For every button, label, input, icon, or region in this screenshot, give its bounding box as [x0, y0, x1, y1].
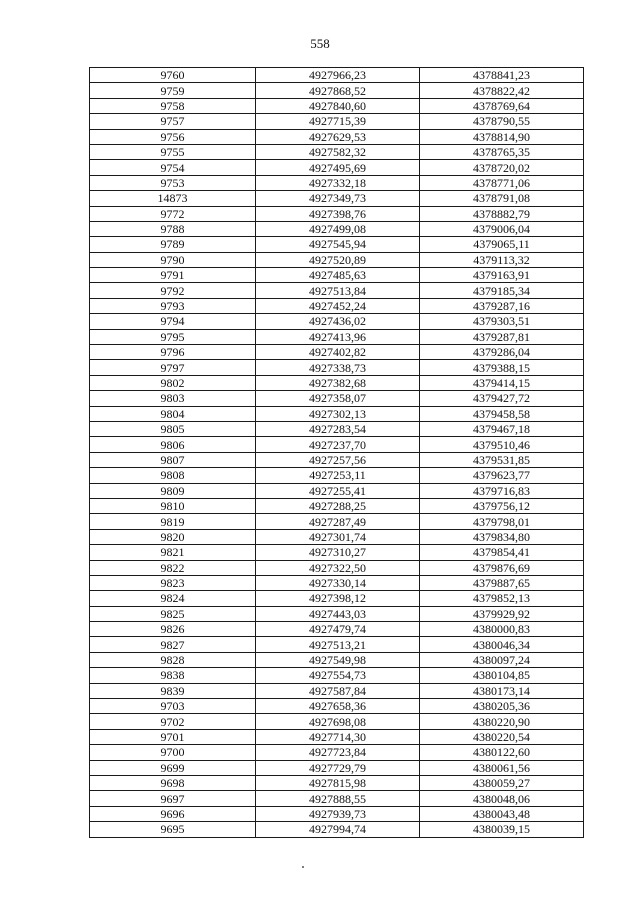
y-coordinate-cell: 4379531,85 [420, 452, 584, 467]
y-coordinate-cell: 4378814,90 [420, 129, 584, 144]
point-number-cell: 9753 [90, 175, 256, 190]
y-coordinate-cell: 4379716,83 [420, 483, 584, 498]
point-number-cell: 9838 [90, 668, 256, 683]
y-coordinate-cell: 4379623,77 [420, 468, 584, 483]
point-number-cell: 9807 [90, 452, 256, 467]
x-coordinate-cell: 4927398,12 [256, 591, 420, 606]
y-coordinate-cell: 4380220,54 [420, 729, 584, 744]
point-number-cell: 9754 [90, 160, 256, 175]
table-row [90, 606, 584, 621]
y-coordinate-cell: 4379852,13 [420, 591, 584, 606]
table-row [90, 729, 584, 744]
table-row [90, 144, 584, 159]
table-row [90, 206, 584, 221]
point-number-cell: 9806 [90, 437, 256, 452]
point-number-cell: 9823 [90, 575, 256, 590]
y-coordinate-cell: 4379065,11 [420, 237, 584, 252]
x-coordinate-cell: 4927338,73 [256, 360, 420, 375]
y-coordinate-cell: 4378882,79 [420, 206, 584, 221]
page-number: 558 [310, 36, 330, 51]
x-coordinate-cell: 4927283,54 [256, 421, 420, 436]
table-row [90, 745, 584, 760]
point-number-cell: 9805 [90, 421, 256, 436]
y-coordinate-cell: 4378841,23 [420, 68, 584, 83]
y-coordinate-cell: 4379303,51 [420, 314, 584, 329]
x-coordinate-cell: 4927840,60 [256, 98, 420, 113]
table-row [90, 622, 584, 637]
y-coordinate-cell: 4379287,81 [420, 329, 584, 344]
table-row [90, 483, 584, 498]
x-coordinate-cell: 4927436,02 [256, 314, 420, 329]
table-row [90, 437, 584, 452]
point-number-cell: 9796 [90, 345, 256, 360]
point-number-cell: 9700 [90, 745, 256, 760]
table-row [90, 98, 584, 113]
y-coordinate-cell: 4379876,69 [420, 560, 584, 575]
x-coordinate-cell: 4927582,32 [256, 144, 420, 159]
x-coordinate-cell: 4927288,25 [256, 498, 420, 513]
x-coordinate-cell: 4927443,03 [256, 606, 420, 621]
coordinates-table-container [89, 67, 583, 838]
point-number-cell: 9808 [90, 468, 256, 483]
table-row [90, 221, 584, 236]
point-number-cell: 9810 [90, 498, 256, 513]
table-row [90, 668, 584, 683]
scan-mark [302, 866, 304, 868]
y-coordinate-cell: 4380205,36 [420, 699, 584, 714]
table-row [90, 191, 584, 206]
y-coordinate-cell: 4378765,35 [420, 144, 584, 159]
point-number-cell: 9802 [90, 375, 256, 390]
table-row [90, 591, 584, 606]
y-coordinate-cell: 4380000,83 [420, 622, 584, 637]
x-coordinate-cell: 4927255,41 [256, 483, 420, 498]
point-number-cell: 9759 [90, 83, 256, 98]
table-row [90, 175, 584, 190]
y-coordinate-cell: 4378791,08 [420, 191, 584, 206]
point-number-cell: 9824 [90, 591, 256, 606]
table-row [90, 545, 584, 560]
x-coordinate-cell: 4927966,23 [256, 68, 420, 83]
point-number-cell: 9797 [90, 360, 256, 375]
point-number-cell: 9760 [90, 68, 256, 83]
table-row [90, 314, 584, 329]
table-row [90, 360, 584, 375]
point-number-cell: 9822 [90, 560, 256, 575]
point-number-cell: 9820 [90, 529, 256, 544]
point-number-cell: 9701 [90, 729, 256, 744]
table-row [90, 760, 584, 775]
y-coordinate-cell: 4380059,27 [420, 775, 584, 790]
x-coordinate-cell: 4927485,63 [256, 268, 420, 283]
table-row [90, 498, 584, 513]
table-row [90, 637, 584, 652]
table-row [90, 391, 584, 406]
y-coordinate-cell: 4379798,01 [420, 514, 584, 529]
table-row [90, 345, 584, 360]
point-number-cell: 9790 [90, 252, 256, 267]
point-number-cell: 9758 [90, 98, 256, 113]
x-coordinate-cell: 4927888,55 [256, 791, 420, 806]
x-coordinate-cell: 4927310,27 [256, 545, 420, 560]
x-coordinate-cell: 4927253,11 [256, 468, 420, 483]
point-number-cell: 9809 [90, 483, 256, 498]
x-coordinate-cell: 4927698,08 [256, 714, 420, 729]
table-row [90, 529, 584, 544]
table-row [90, 237, 584, 252]
table-row [90, 406, 584, 421]
y-coordinate-cell: 4380173,14 [420, 683, 584, 698]
x-coordinate-cell: 4927402,82 [256, 345, 420, 360]
point-number-cell: 9791 [90, 268, 256, 283]
y-coordinate-cell: 4379929,92 [420, 606, 584, 621]
point-number-cell: 9788 [90, 221, 256, 236]
y-coordinate-cell: 4380039,15 [420, 822, 584, 837]
table-row [90, 68, 584, 83]
point-number-cell: 9826 [90, 622, 256, 637]
table-row [90, 252, 584, 267]
table-row [90, 114, 584, 129]
y-coordinate-cell: 4380048,06 [420, 791, 584, 806]
table-row [90, 683, 584, 698]
y-coordinate-cell: 4379388,15 [420, 360, 584, 375]
y-coordinate-cell: 4379286,04 [420, 345, 584, 360]
point-number-cell: 9703 [90, 699, 256, 714]
y-coordinate-cell: 4379834,80 [420, 529, 584, 544]
y-coordinate-cell: 4379414,15 [420, 375, 584, 390]
table-row [90, 514, 584, 529]
point-number-cell: 9789 [90, 237, 256, 252]
x-coordinate-cell: 4927287,49 [256, 514, 420, 529]
point-number-cell: 9695 [90, 822, 256, 837]
x-coordinate-cell: 4927520,89 [256, 252, 420, 267]
y-coordinate-cell: 4379427,72 [420, 391, 584, 406]
y-coordinate-cell: 4380220,90 [420, 714, 584, 729]
y-coordinate-cell: 4379458,58 [420, 406, 584, 421]
x-coordinate-cell: 4927545,94 [256, 237, 420, 252]
x-coordinate-cell: 4927452,24 [256, 298, 420, 313]
y-coordinate-cell: 4378771,06 [420, 175, 584, 190]
table-row [90, 468, 584, 483]
table-row [90, 283, 584, 298]
point-number-cell: 9825 [90, 606, 256, 621]
x-coordinate-cell: 4927322,50 [256, 560, 420, 575]
point-number-cell: 9699 [90, 760, 256, 775]
table-row [90, 699, 584, 714]
coordinates-table-body [90, 68, 584, 838]
table-row [90, 575, 584, 590]
point-number-cell: 14873 [90, 191, 256, 206]
point-number-cell: 9772 [90, 206, 256, 221]
x-coordinate-cell: 4927658,36 [256, 699, 420, 714]
x-coordinate-cell: 4927513,84 [256, 283, 420, 298]
x-coordinate-cell: 4927302,13 [256, 406, 420, 421]
x-coordinate-cell: 4927237,70 [256, 437, 420, 452]
y-coordinate-cell: 4378769,64 [420, 98, 584, 113]
table-row [90, 452, 584, 467]
table-row [90, 775, 584, 790]
y-coordinate-cell: 4379163,91 [420, 268, 584, 283]
y-coordinate-cell: 4380097,24 [420, 652, 584, 667]
y-coordinate-cell: 4380122,60 [420, 745, 584, 760]
x-coordinate-cell: 4927499,08 [256, 221, 420, 236]
x-coordinate-cell: 4927513,21 [256, 637, 420, 652]
table-row [90, 421, 584, 436]
table-row [90, 329, 584, 344]
x-coordinate-cell: 4927398,76 [256, 206, 420, 221]
point-number-cell: 9756 [90, 129, 256, 144]
x-coordinate-cell: 4927332,18 [256, 175, 420, 190]
table-row [90, 129, 584, 144]
x-coordinate-cell: 4927554,73 [256, 668, 420, 683]
x-coordinate-cell: 4927413,96 [256, 329, 420, 344]
x-coordinate-cell: 4927815,98 [256, 775, 420, 790]
x-coordinate-cell: 4927723,84 [256, 745, 420, 760]
x-coordinate-cell: 4927358,07 [256, 391, 420, 406]
table-row [90, 791, 584, 806]
point-number-cell: 9803 [90, 391, 256, 406]
point-number-cell: 9698 [90, 775, 256, 790]
point-number-cell: 9697 [90, 791, 256, 806]
x-coordinate-cell: 4927994,74 [256, 822, 420, 837]
x-coordinate-cell: 4927714,30 [256, 729, 420, 744]
table-row [90, 806, 584, 821]
y-coordinate-cell: 4378822,42 [420, 83, 584, 98]
table-row [90, 375, 584, 390]
point-number-cell: 9794 [90, 314, 256, 329]
point-number-cell: 9821 [90, 545, 256, 560]
x-coordinate-cell: 4927330,14 [256, 575, 420, 590]
x-coordinate-cell: 4927257,56 [256, 452, 420, 467]
x-coordinate-cell: 4927715,39 [256, 114, 420, 129]
y-coordinate-cell: 4380104,85 [420, 668, 584, 683]
table-row [90, 268, 584, 283]
table-row [90, 714, 584, 729]
table-row [90, 83, 584, 98]
y-coordinate-cell: 4379510,46 [420, 437, 584, 452]
x-coordinate-cell: 4927939,73 [256, 806, 420, 821]
x-coordinate-cell: 4927382,68 [256, 375, 420, 390]
table-row [90, 652, 584, 667]
y-coordinate-cell: 4378790,55 [420, 114, 584, 129]
y-coordinate-cell: 4379467,18 [420, 421, 584, 436]
point-number-cell: 9839 [90, 683, 256, 698]
x-coordinate-cell: 4927495,69 [256, 160, 420, 175]
y-coordinate-cell: 4380061,56 [420, 760, 584, 775]
x-coordinate-cell: 4927479,74 [256, 622, 420, 637]
table-row [90, 298, 584, 313]
point-number-cell: 9755 [90, 144, 256, 159]
point-number-cell: 9804 [90, 406, 256, 421]
x-coordinate-cell: 4927549,98 [256, 652, 420, 667]
x-coordinate-cell: 4927587,84 [256, 683, 420, 698]
y-coordinate-cell: 4380046,34 [420, 637, 584, 652]
x-coordinate-cell: 4927301,74 [256, 529, 420, 544]
point-number-cell: 9702 [90, 714, 256, 729]
x-coordinate-cell: 4927629,53 [256, 129, 420, 144]
y-coordinate-cell: 4379287,16 [420, 298, 584, 313]
y-coordinate-cell: 4380043,48 [420, 806, 584, 821]
point-number-cell: 9757 [90, 114, 256, 129]
x-coordinate-cell: 4927729,79 [256, 760, 420, 775]
table-row [90, 160, 584, 175]
y-coordinate-cell: 4379756,12 [420, 498, 584, 513]
x-coordinate-cell: 4927868,52 [256, 83, 420, 98]
table-row [90, 560, 584, 575]
point-number-cell: 9792 [90, 283, 256, 298]
point-number-cell: 9819 [90, 514, 256, 529]
y-coordinate-cell: 4379854,41 [420, 545, 584, 560]
coordinates-table [89, 67, 584, 838]
y-coordinate-cell: 4379006,04 [420, 221, 584, 236]
table-row [90, 822, 584, 837]
y-coordinate-cell: 4379185,34 [420, 283, 584, 298]
y-coordinate-cell: 4379113,32 [420, 252, 584, 267]
x-coordinate-cell: 4927349,73 [256, 191, 420, 206]
point-number-cell: 9793 [90, 298, 256, 313]
y-coordinate-cell: 4379887,65 [420, 575, 584, 590]
point-number-cell: 9795 [90, 329, 256, 344]
point-number-cell: 9828 [90, 652, 256, 667]
point-number-cell: 9696 [90, 806, 256, 821]
point-number-cell: 9827 [90, 637, 256, 652]
y-coordinate-cell: 4378720,02 [420, 160, 584, 175]
